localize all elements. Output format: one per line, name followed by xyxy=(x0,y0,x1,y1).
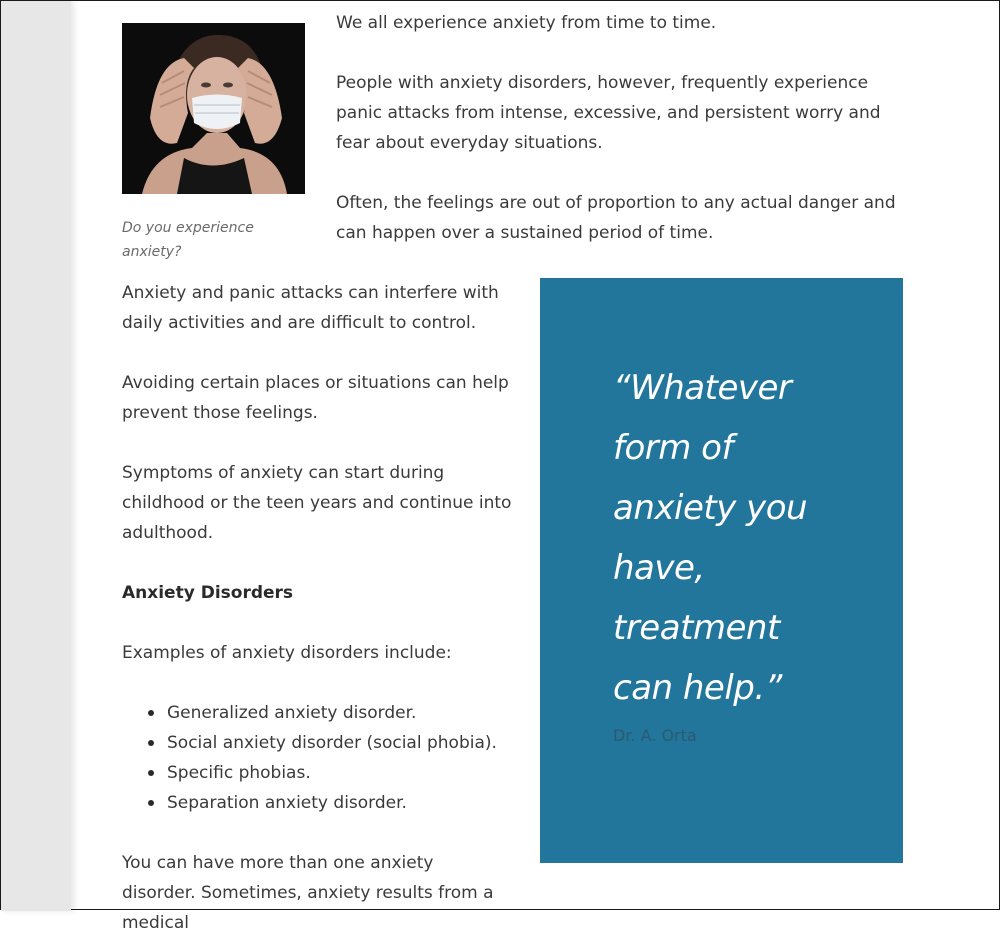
closing-paragraph: You can have more than one anxiety disorder. Sometimes, anxiety results from a medical xyxy=(122,853,494,933)
body-paragraph-2: Avoiding certain places or situations can help prevent those feelings. xyxy=(122,373,509,423)
list-item xyxy=(122,728,512,758)
intro-paragraph-1: We all experience anxiety from time to time. xyxy=(336,13,717,33)
list-item-text: Social anxiety disorder (social phobia). xyxy=(167,733,497,753)
list-item-text: Generalized anxiety disorder. xyxy=(167,703,417,723)
anxiety-photo xyxy=(122,23,305,194)
left-sidebar-strip xyxy=(1,1,71,911)
list-item-text: Specific phobias. xyxy=(167,763,311,783)
list-item-text: Separation anxiety disorder. xyxy=(167,793,407,813)
bullet-icon xyxy=(148,710,154,716)
pullquote-box xyxy=(540,278,903,863)
section-heading: Anxiety Disorders xyxy=(122,583,294,603)
examples-intro: Examples of anxiety disorders include: xyxy=(122,643,452,663)
body-paragraph-1: Anxiety and panic attacks can interfere with daily activities and are difficult to control. xyxy=(122,283,499,333)
woman-with-mask-image xyxy=(122,23,305,194)
list-item xyxy=(122,758,512,788)
body-paragraph-3: Symptoms of anxiety can start during childhood or the teen years and continue into adulthood. xyxy=(122,463,512,543)
pullquote-author: Dr. A. Orta xyxy=(613,726,697,745)
pullquote-text: “Whatever form of anxiety you have, treatment can help.” xyxy=(613,368,808,708)
list-item xyxy=(122,698,512,728)
bullet-icon xyxy=(148,800,154,806)
intro-paragraph-3: Often, the feelings are out of proportion to any actual danger and can happen over a sustained period of time. xyxy=(336,193,896,243)
list-item xyxy=(122,788,512,818)
bullet-icon xyxy=(148,770,154,776)
image-caption: Do you experience anxiety? xyxy=(122,220,254,260)
intro-paragraph-2: People with anxiety disorders, however, frequently experience panic attacks from intense, excessive, and persistent worry and fear about everyday situations. xyxy=(336,73,881,153)
bullet-icon xyxy=(148,740,154,746)
disorders-list xyxy=(122,698,512,818)
